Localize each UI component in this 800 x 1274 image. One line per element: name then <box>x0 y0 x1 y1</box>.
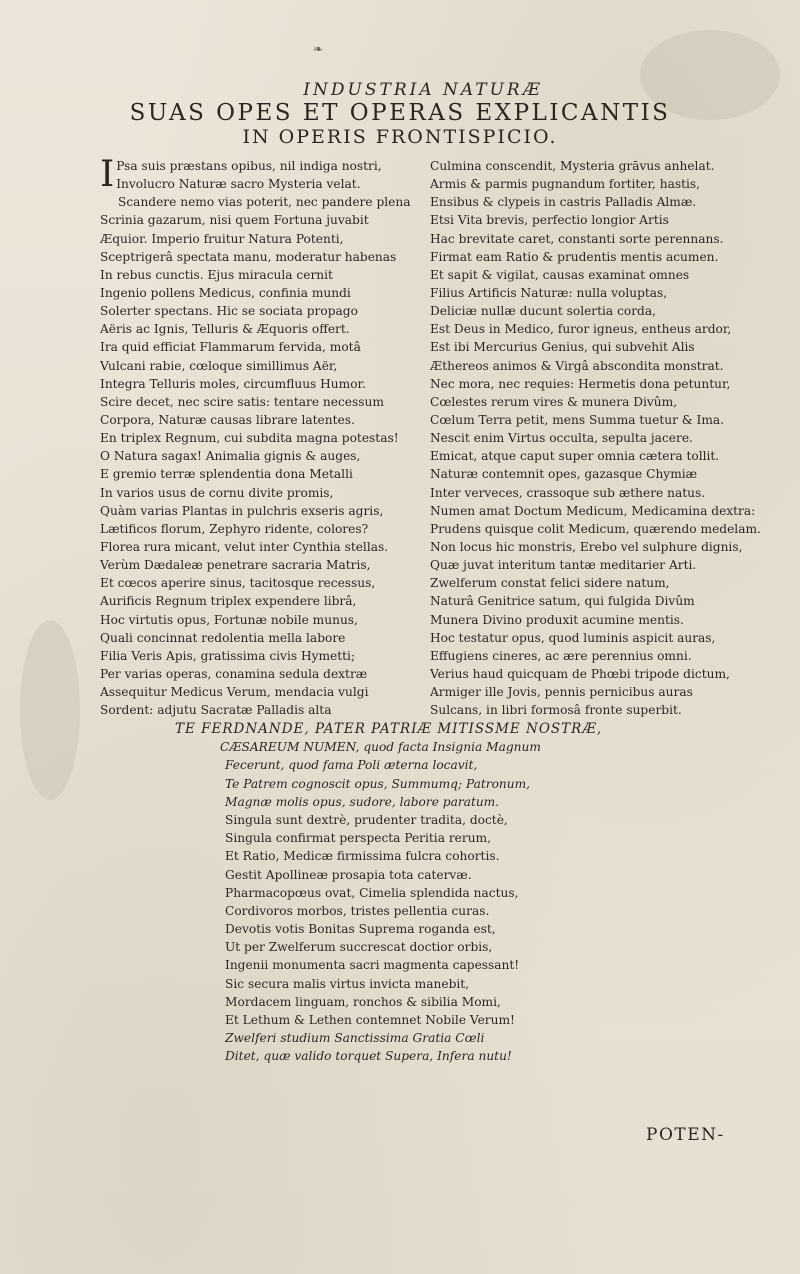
dedication-line: Mordacem linguam, ronchos & sibilia Momi, <box>225 994 501 1009</box>
verse-line: Numen amat Doctum Medicum, Medicamina dextra: <box>430 503 756 518</box>
dedication-line: Cordivoros morbos, tristes pellentia curas. <box>225 903 490 918</box>
verse-line: Et sapit & vigilat, causas examinat omnes <box>430 267 690 282</box>
dedication-block <box>175 720 735 1066</box>
verse-line: Hoc virtutis opus, Fortunæ nobile munus, <box>100 612 358 627</box>
verse-line: Nec mora, nec requies: Hermetis dona petuntur, <box>430 376 731 391</box>
dedication-line: Singula sunt dextrè, prudenter tradita, doctè, <box>225 812 508 827</box>
dedication-line: TE FERDNANDE, PATER PATRIÆ MITISSME NOSTRÆ, <box>175 721 603 737</box>
verse-line: Involucro Naturæ sacro Mysteria velat. <box>116 177 361 192</box>
verse-line: Sceptrigerâ spectata manu, moderatur habenas <box>100 249 397 264</box>
verse-line: Aurificis Regnum triplex expendere librâ, <box>100 594 357 609</box>
verse-line: Quæ juvat interitum tantæ meditarier Arti. <box>430 558 697 573</box>
dedication-line: Et Ratio, Medicæ firmissima fulcra cohortis. <box>225 849 500 864</box>
dedication-line: Pharmacopœus ovat, Cimelia splendida nactus, <box>225 885 519 900</box>
verse-line: Emicat, atque caput super omnia cætera tollit. <box>430 449 720 464</box>
verse-line: Naturæ contemnit opes, gazasque Chymiæ <box>430 467 698 482</box>
verse-line: Ira quid efficiat Flammarum fervida, motâ <box>100 340 361 355</box>
dedication-line: Te Patrem cognoscit opus, Summumq; Patronum, <box>225 776 531 791</box>
verse-line: Munera Divino produxit acumine mentis. <box>430 612 684 627</box>
dedication-line: Et Lethum & Lethen contemnet Nobile Verum! <box>225 1013 515 1027</box>
verse-line: Sulcans, in libri formosâ fronte superbit. <box>430 703 682 718</box>
dedication-line: Singula confirmat perspecta Peritia rerum, <box>225 831 491 846</box>
verse-line: In varios usus de cornu divite promis, <box>100 485 334 500</box>
verse-line: Sordent: adjutu Sacratæ Palladis alta <box>100 703 332 718</box>
verse-line: E gremio terræ splendentia dona Metalli <box>100 467 353 482</box>
verse-line: Scire decet, nec scire satis: tentare necessum <box>100 394 384 409</box>
verse-line: Hoc testatur opus, quod luminis aspicit auras, <box>430 630 716 645</box>
verse-line: Naturâ Genitrice satum, qui fulgida Divûm <box>430 594 695 609</box>
verse-line: Culmina conscendit, Mysteria grāvus anhelat. <box>430 159 715 173</box>
verse-line: Lætificos florum, Zephyro ridente, colores? <box>100 521 369 536</box>
verse-line: Deliciæ nullæ ducunt solertia corda, <box>430 304 656 319</box>
verse-line: Ensibus & clypeis in castris Palladis Almæ. <box>430 195 697 210</box>
verse-line: Scandere nemo vias poterit, nec pandere plena <box>118 195 411 210</box>
verse-line: Filius Artificis Naturæ: nulla voluptas, <box>430 285 668 300</box>
dedication-line: Fecerunt, quod fama Poli æterna locavit, <box>225 758 478 773</box>
verse-line: Aëris ac Ignis, Telluris & Æquoris offert. <box>100 322 350 337</box>
dedication-line: Sic secura malis virtus invicta manebit, <box>225 976 470 991</box>
dedication-line: Magnæ molis opus, sudore, labore paratum. <box>225 794 500 809</box>
verse-line: Verius haud quicquam de Phœbi tripode dictum, <box>430 666 730 681</box>
dedication-line: CÆSAREUM NUMEN, quod facta Insignia Magnum <box>220 740 541 755</box>
verse-line: Assequitur Medicus Verum, mendacia vulgi <box>100 685 369 700</box>
verse-line: Firmat eam Ratio & prudentis mentis acumen. <box>430 249 719 264</box>
verse-line: Scrinia gazarum, nisi quem Fortuna juvabit <box>100 213 369 228</box>
verse-line: Verùm Dædaleæ penetrare sacraria Matris, <box>100 558 371 573</box>
dedication-line: Ingenii monumenta sacri magmenta capessant! <box>225 958 520 973</box>
verse-line: En triplex Regnum, cui subdita magna potestas! <box>100 431 399 446</box>
page-title-line1: INDUSTRIA NATURÆ <box>303 80 543 100</box>
verse-line: Non locus hic monstris, Erebo vel sulphure dignis, <box>430 539 743 554</box>
verse-line: Etsi Vita brevis, perfectio longior Artis <box>430 213 669 228</box>
verse-line: In rebus cunctis. Ejus miracula cernit <box>100 267 333 282</box>
verse-line: Filia Veris Apis, gratissima civis Hymetti; <box>100 648 356 663</box>
verse-line: Vulcani rabie, cœloque simillimus Aër, <box>100 358 338 373</box>
dedication-line: Zwelferi studium Sanctissima Gratia Cœli <box>225 1031 485 1046</box>
verse-line: Integra Telluris moles, circumfluus Humor. <box>100 376 366 391</box>
verse-line: Psa suis præstans opibus, nil indiga nostri, <box>116 159 382 173</box>
verse-line: Æthereos animos & Virgâ abscondita monstrat. <box>430 358 724 373</box>
dedication-line: Ditet, quæ valido torquet Supera, Infera nutu! <box>225 1049 512 1064</box>
verse-line: Nescit enim Virtus occulta, sepulta jacere. <box>430 431 693 446</box>
ornament-icon: ❧ <box>313 42 324 56</box>
verse-line: Prudens quisque colit Medicum, quærendo medelam. <box>430 521 761 536</box>
verse-line: Æquior. Imperio fruitur Natura Potenti, <box>100 231 344 246</box>
verse-line: Armiger ille Jovis, pennis pernicibus auras <box>430 685 693 700</box>
verse-line: Hac brevitate caret, constanti sorte perennans. <box>430 231 724 246</box>
catchword: POTEN- <box>646 1125 725 1145</box>
verse-line: Cœlum Terra petit, mens Summa tuetur & Ima. <box>430 412 725 427</box>
verse-line: Inter verveces, crassoque sub æthere natus. <box>430 485 706 500</box>
verse-line: Per varias operas, conamina sedula dextræ <box>100 666 368 681</box>
drop-cap: I <box>100 154 115 195</box>
verse-line: O Natura sagax! Animalia gignis & auges, <box>100 449 361 464</box>
verse-line: Est Deus in Medico, furor igneus, entheus ardor, <box>430 322 732 337</box>
verse-line: Zwelferum constat felici sidere natum, <box>430 576 670 591</box>
verse-line: Et cœcos aperire sinus, tacitosque recessus, <box>100 576 376 591</box>
verse-line: Armis & parmis pugnandum fortiter, hastis, <box>430 177 701 192</box>
dedication-line: Ut per Zwelferum succrescat doctior orbis, <box>225 940 493 955</box>
dedication-line: Gestit Apollineæ prosapia tota catervæ. <box>225 867 472 882</box>
verse-line: Effugiens cineres, ac ære perennius omni. <box>430 648 692 663</box>
verse-line: Cœlestes rerum vires & munera Divûm, <box>430 394 678 409</box>
right-column <box>430 157 790 719</box>
paper-stain <box>20 620 80 800</box>
verse-line: Florea rura micant, velut inter Cynthia stellas. <box>100 539 389 554</box>
verse-line: Ingenio pollens Medicus, confinia mundi <box>100 285 351 300</box>
page-title-line2: SUAS OPES ET OPERAS EXPLICANTIS <box>129 100 671 126</box>
verse-line: Quali concinnat redolentia mella labore <box>100 630 346 645</box>
left-column <box>100 154 425 719</box>
verse-line: Solerter spectans. Hic se sociata propago <box>100 304 358 319</box>
verse-line: Quàm varias Plantas in pulchris exseris agris, <box>100 503 384 518</box>
dedication-line: Devotis votis Bonitas Suprema roganda est, <box>225 922 496 937</box>
verse-line: Corpora, Naturæ causas librare latentes. <box>100 412 355 427</box>
page-title-line3: IN OPERIS FRONTISPICIO. <box>242 126 558 148</box>
verse-line: Est ibi Mercurius Genius, qui subvehit Alis <box>430 340 695 355</box>
